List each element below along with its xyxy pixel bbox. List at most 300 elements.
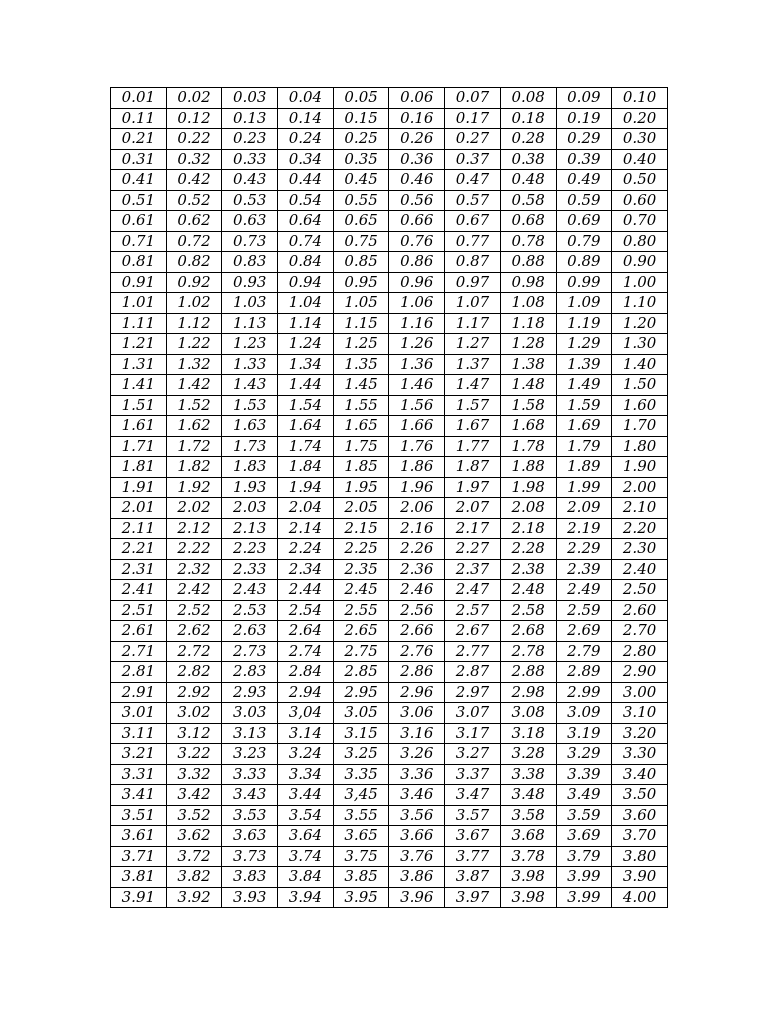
table-cell: 1.78 xyxy=(500,436,556,457)
table-cell: 3.75 xyxy=(333,846,389,867)
table-cell: 2.98 xyxy=(500,682,556,703)
table-cell: 1.93 xyxy=(222,477,278,498)
number-table-body xyxy=(111,88,668,908)
table-cell: 2.01 xyxy=(111,498,167,519)
table-cell: 0.87 xyxy=(445,252,501,273)
table-cell: 1.59 xyxy=(556,395,612,416)
table-cell: 2.10 xyxy=(612,498,668,519)
table-cell: 2.20 xyxy=(612,518,668,539)
table-row xyxy=(111,436,668,457)
table-row xyxy=(111,887,668,908)
table-cell: 2.96 xyxy=(389,682,445,703)
table-cell: 0.60 xyxy=(612,190,668,211)
table-cell: 1.99 xyxy=(556,477,612,498)
table-cell: 0.93 xyxy=(222,272,278,293)
table-row xyxy=(111,539,668,560)
table-cell: 1.30 xyxy=(612,334,668,355)
table-cell: 0.35 xyxy=(333,149,389,170)
table-cell: 0.28 xyxy=(500,129,556,150)
table-cell: 0.40 xyxy=(612,149,668,170)
table-cell: 0.14 xyxy=(278,108,334,129)
table-cell: 0.73 xyxy=(222,231,278,252)
table-cell: 1.81 xyxy=(111,457,167,478)
table-row xyxy=(111,559,668,580)
table-cell: 1.76 xyxy=(389,436,445,457)
table-cell: 0.25 xyxy=(333,129,389,150)
table-cell: 2.48 xyxy=(500,580,556,601)
table-cell: 3.25 xyxy=(333,744,389,765)
table-cell: 3.15 xyxy=(333,723,389,744)
table-cell: 1.65 xyxy=(333,416,389,437)
table-cell: 3.28 xyxy=(500,744,556,765)
table-cell: 3.26 xyxy=(389,744,445,765)
table-cell: 3.14 xyxy=(278,723,334,744)
table-cell: 2.37 xyxy=(445,559,501,580)
table-cell: 0.32 xyxy=(166,149,222,170)
table-cell: 1.43 xyxy=(222,375,278,396)
table-cell: 2.47 xyxy=(445,580,501,601)
table-cell: 3.01 xyxy=(111,703,167,724)
table-cell: 2.72 xyxy=(166,641,222,662)
table-cell: 3.12 xyxy=(166,723,222,744)
table-row xyxy=(111,231,668,252)
table-cell: 1.72 xyxy=(166,436,222,457)
number-table xyxy=(110,87,668,908)
table-cell: 1.82 xyxy=(166,457,222,478)
table-cell: 0.78 xyxy=(500,231,556,252)
table-cell: 1.28 xyxy=(500,334,556,355)
table-cell: 3.24 xyxy=(278,744,334,765)
table-cell: 3.33 xyxy=(222,764,278,785)
table-cell: 3.47 xyxy=(445,785,501,806)
table-cell: 0.88 xyxy=(500,252,556,273)
table-cell: 2.63 xyxy=(222,621,278,642)
table-cell: 2.68 xyxy=(500,621,556,642)
table-cell: 1.23 xyxy=(222,334,278,355)
table-cell: 0.05 xyxy=(333,88,389,109)
table-cell: 3.59 xyxy=(556,805,612,826)
table-row xyxy=(111,108,668,129)
table-cell: 1.29 xyxy=(556,334,612,355)
table-row xyxy=(111,293,668,314)
table-cell: 2.31 xyxy=(111,559,167,580)
table-cell: 1.48 xyxy=(500,375,556,396)
table-cell: 2.33 xyxy=(222,559,278,580)
table-cell: 3.08 xyxy=(500,703,556,724)
table-cell: 0.61 xyxy=(111,211,167,232)
table-cell: 3.76 xyxy=(389,846,445,867)
table-cell: 3.58 xyxy=(500,805,556,826)
table-cell: 0.98 xyxy=(500,272,556,293)
table-cell: 1.27 xyxy=(445,334,501,355)
table-cell: 0.54 xyxy=(278,190,334,211)
table-cell: 1.79 xyxy=(556,436,612,457)
table-cell: 3.11 xyxy=(111,723,167,744)
table-cell: 0.82 xyxy=(166,252,222,273)
table-cell: 0.39 xyxy=(556,149,612,170)
table-cell: 3.77 xyxy=(445,846,501,867)
table-cell: 1.83 xyxy=(222,457,278,478)
table-cell: 1.95 xyxy=(333,477,389,498)
table-row xyxy=(111,375,668,396)
table-cell: 1.50 xyxy=(612,375,668,396)
table-cell: 0.47 xyxy=(445,170,501,191)
table-cell: 1.44 xyxy=(278,375,334,396)
table-cell: 3.81 xyxy=(111,867,167,888)
table-row xyxy=(111,272,668,293)
table-cell: 0.67 xyxy=(445,211,501,232)
table-cell: 0.68 xyxy=(500,211,556,232)
table-cell: 0.58 xyxy=(500,190,556,211)
table-cell: 1.51 xyxy=(111,395,167,416)
table-cell: 2.87 xyxy=(445,662,501,683)
table-cell: 1.13 xyxy=(222,313,278,334)
table-cell: 1.53 xyxy=(222,395,278,416)
table-cell: 3.85 xyxy=(333,867,389,888)
table-row xyxy=(111,477,668,498)
table-row xyxy=(111,846,668,867)
table-cell: 2.42 xyxy=(166,580,222,601)
table-cell: 3.23 xyxy=(222,744,278,765)
table-cell: 2.04 xyxy=(278,498,334,519)
table-cell: 3.86 xyxy=(389,867,445,888)
table-cell: 0.57 xyxy=(445,190,501,211)
table-cell: 2.32 xyxy=(166,559,222,580)
table-cell: 0.65 xyxy=(333,211,389,232)
table-cell: 3.68 xyxy=(500,826,556,847)
table-cell: 0.36 xyxy=(389,149,445,170)
table-cell: 1.97 xyxy=(445,477,501,498)
table-cell: 1.08 xyxy=(500,293,556,314)
table-cell: 0.66 xyxy=(389,211,445,232)
table-cell: 3.48 xyxy=(500,785,556,806)
table-cell: 2.62 xyxy=(166,621,222,642)
table-row xyxy=(111,88,668,109)
table-cell: 0.53 xyxy=(222,190,278,211)
table-cell: 0.49 xyxy=(556,170,612,191)
table-row xyxy=(111,313,668,334)
table-cell: 2.79 xyxy=(556,641,612,662)
table-cell: 1.34 xyxy=(278,354,334,375)
table-cell: 2.94 xyxy=(278,682,334,703)
table-row xyxy=(111,334,668,355)
table-cell: 3.62 xyxy=(166,826,222,847)
table-cell: 2.59 xyxy=(556,600,612,621)
table-row xyxy=(111,867,668,888)
table-cell: 3,04 xyxy=(278,703,334,724)
table-cell: 2.85 xyxy=(333,662,389,683)
table-row xyxy=(111,580,668,601)
table-cell: 2.90 xyxy=(612,662,668,683)
table-row xyxy=(111,354,668,375)
table-cell: 0.34 xyxy=(278,149,334,170)
table-cell: 1.62 xyxy=(166,416,222,437)
table-cell: 1.21 xyxy=(111,334,167,355)
table-cell: 3.64 xyxy=(278,826,334,847)
table-cell: 2.50 xyxy=(612,580,668,601)
table-cell: 1.41 xyxy=(111,375,167,396)
table-cell: 0.69 xyxy=(556,211,612,232)
table-cell: 3.41 xyxy=(111,785,167,806)
table-cell: 1.77 xyxy=(445,436,501,457)
table-row xyxy=(111,641,668,662)
table-cell: 2.27 xyxy=(445,539,501,560)
table-cell: 0.30 xyxy=(612,129,668,150)
table-cell: 1.84 xyxy=(278,457,334,478)
table-cell: 2.23 xyxy=(222,539,278,560)
table-cell: 0.21 xyxy=(111,129,167,150)
table-cell: 0.56 xyxy=(389,190,445,211)
table-cell: 1.15 xyxy=(333,313,389,334)
table-row xyxy=(111,252,668,273)
table-cell: 0.24 xyxy=(278,129,334,150)
table-cell: 0.45 xyxy=(333,170,389,191)
table-cell: 1.88 xyxy=(500,457,556,478)
table-cell: 0.63 xyxy=(222,211,278,232)
table-cell: 1.49 xyxy=(556,375,612,396)
table-cell: 0.51 xyxy=(111,190,167,211)
table-row xyxy=(111,682,668,703)
table-cell: 1.75 xyxy=(333,436,389,457)
table-cell: 3.90 xyxy=(612,867,668,888)
table-cell: 2.74 xyxy=(278,641,334,662)
table-cell: 1.09 xyxy=(556,293,612,314)
table-cell: 3.95 xyxy=(333,887,389,908)
table-cell: 1.63 xyxy=(222,416,278,437)
table-cell: 3.94 xyxy=(278,887,334,908)
table-cell: 0.75 xyxy=(333,231,389,252)
table-cell: 0.37 xyxy=(445,149,501,170)
table-cell: 0.90 xyxy=(612,252,668,273)
table-cell: 1.52 xyxy=(166,395,222,416)
table-cell: 0.83 xyxy=(222,252,278,273)
table-cell: 2.44 xyxy=(278,580,334,601)
table-cell: 1.94 xyxy=(278,477,334,498)
table-cell: 3.37 xyxy=(445,764,501,785)
table-cell: 0.84 xyxy=(278,252,334,273)
table-cell: 1.90 xyxy=(612,457,668,478)
table-cell: 2.66 xyxy=(389,621,445,642)
table-cell: 0.70 xyxy=(612,211,668,232)
table-cell: 2.91 xyxy=(111,682,167,703)
table-cell: 2.46 xyxy=(389,580,445,601)
table-cell: 0.38 xyxy=(500,149,556,170)
table-cell: 1.64 xyxy=(278,416,334,437)
table-cell: 0.89 xyxy=(556,252,612,273)
table-cell: 3.27 xyxy=(445,744,501,765)
table-cell: 3.69 xyxy=(556,826,612,847)
table-cell: 0.08 xyxy=(500,88,556,109)
table-cell: 1.19 xyxy=(556,313,612,334)
table-cell: 3.09 xyxy=(556,703,612,724)
table-cell: 1.85 xyxy=(333,457,389,478)
table-cell: 2.77 xyxy=(445,641,501,662)
table-cell: 1.47 xyxy=(445,375,501,396)
table-row xyxy=(111,416,668,437)
table-row xyxy=(111,744,668,765)
table-cell: 1.67 xyxy=(445,416,501,437)
table-cell: 3.30 xyxy=(612,744,668,765)
table-cell: 1.55 xyxy=(333,395,389,416)
table-cell: 2.24 xyxy=(278,539,334,560)
table-cell: 2.21 xyxy=(111,539,167,560)
table-cell: 2.83 xyxy=(222,662,278,683)
table-cell: 2.12 xyxy=(166,518,222,539)
table-cell: 2.92 xyxy=(166,682,222,703)
table-cell: 0.85 xyxy=(333,252,389,273)
table-cell: 0.44 xyxy=(278,170,334,191)
table-cell: 2.41 xyxy=(111,580,167,601)
table-cell: 0.95 xyxy=(333,272,389,293)
table-cell: 0.64 xyxy=(278,211,334,232)
table-cell: 3.46 xyxy=(389,785,445,806)
table-cell: 0.07 xyxy=(445,88,501,109)
table-cell: 1.35 xyxy=(333,354,389,375)
table-cell: 3.18 xyxy=(500,723,556,744)
table-cell: 1.07 xyxy=(445,293,501,314)
table-cell: 0.48 xyxy=(500,170,556,191)
table-cell: 1.42 xyxy=(166,375,222,396)
table-cell: 2.70 xyxy=(612,621,668,642)
table-cell: 3.73 xyxy=(222,846,278,867)
table-cell: 2.39 xyxy=(556,559,612,580)
table-cell: 3.31 xyxy=(111,764,167,785)
table-cell: 2.22 xyxy=(166,539,222,560)
table-cell: 0.20 xyxy=(612,108,668,129)
table-cell: 2.34 xyxy=(278,559,334,580)
table-cell: 1.24 xyxy=(278,334,334,355)
table-cell: 3.61 xyxy=(111,826,167,847)
table-cell: 2.55 xyxy=(333,600,389,621)
table-cell: 3.20 xyxy=(612,723,668,744)
table-cell: 1.05 xyxy=(333,293,389,314)
table-cell: 0.97 xyxy=(445,272,501,293)
table-cell: 0.96 xyxy=(389,272,445,293)
table-cell: 0.52 xyxy=(166,190,222,211)
table-cell: 0.12 xyxy=(166,108,222,129)
table-cell: 3.65 xyxy=(333,826,389,847)
table-cell: 1.92 xyxy=(166,477,222,498)
table-cell: 3.07 xyxy=(445,703,501,724)
table-cell: 2.43 xyxy=(222,580,278,601)
table-cell: 1.74 xyxy=(278,436,334,457)
table-cell: 1.87 xyxy=(445,457,501,478)
table-cell: 3.53 xyxy=(222,805,278,826)
table-cell: 0.71 xyxy=(111,231,167,252)
table-cell: 2.15 xyxy=(333,518,389,539)
table-cell: 1.91 xyxy=(111,477,167,498)
table-cell: 2.25 xyxy=(333,539,389,560)
table-cell: 2.61 xyxy=(111,621,167,642)
table-cell: 3.32 xyxy=(166,764,222,785)
table-cell: 1.58 xyxy=(500,395,556,416)
table-row xyxy=(111,170,668,191)
table-cell: 2.78 xyxy=(500,641,556,662)
table-cell: 3.40 xyxy=(612,764,668,785)
table-cell: 1.57 xyxy=(445,395,501,416)
table-cell: 1.38 xyxy=(500,354,556,375)
table-cell: 3.51 xyxy=(111,805,167,826)
table-cell: 0.19 xyxy=(556,108,612,129)
table-cell: 0.09 xyxy=(556,88,612,109)
table-cell: 2.13 xyxy=(222,518,278,539)
table-cell: 2.08 xyxy=(500,498,556,519)
table-cell: 0.91 xyxy=(111,272,167,293)
table-cell: 3.02 xyxy=(166,703,222,724)
table-cell: 0.59 xyxy=(556,190,612,211)
table-row xyxy=(111,211,668,232)
table-cell: 2.38 xyxy=(500,559,556,580)
table-cell: 2.49 xyxy=(556,580,612,601)
table-cell: 2.93 xyxy=(222,682,278,703)
table-cell: 3.56 xyxy=(389,805,445,826)
table-cell: 0.06 xyxy=(389,88,445,109)
table-cell: 3.99 xyxy=(556,887,612,908)
table-cell: 3.50 xyxy=(612,785,668,806)
table-cell: 0.11 xyxy=(111,108,167,129)
table-row xyxy=(111,826,668,847)
table-cell: 3.71 xyxy=(111,846,167,867)
table-cell: 0.02 xyxy=(166,88,222,109)
table-cell: 2.36 xyxy=(389,559,445,580)
table-cell: 3.38 xyxy=(500,764,556,785)
table-cell: 3.03 xyxy=(222,703,278,724)
table-cell: 1.18 xyxy=(500,313,556,334)
table-cell: 3.92 xyxy=(166,887,222,908)
table-cell: 2.30 xyxy=(612,539,668,560)
table-cell: 3.78 xyxy=(500,846,556,867)
table-cell: 2.57 xyxy=(445,600,501,621)
table-cell: 2.97 xyxy=(445,682,501,703)
table-cell: 3.54 xyxy=(278,805,334,826)
table-cell: 0.13 xyxy=(222,108,278,129)
table-cell: 1.01 xyxy=(111,293,167,314)
table-cell: 1.25 xyxy=(333,334,389,355)
table-cell: 2.26 xyxy=(389,539,445,560)
table-cell: 2.69 xyxy=(556,621,612,642)
table-cell: 0.31 xyxy=(111,149,167,170)
table-cell: 3.43 xyxy=(222,785,278,806)
table-cell: 3.93 xyxy=(222,887,278,908)
table-row xyxy=(111,785,668,806)
table-cell: 3.13 xyxy=(222,723,278,744)
table-cell: 2.02 xyxy=(166,498,222,519)
table-cell: 0.74 xyxy=(278,231,334,252)
table-cell: 3.44 xyxy=(278,785,334,806)
table-cell: 2.58 xyxy=(500,600,556,621)
table-cell: 0.79 xyxy=(556,231,612,252)
table-cell: 0.77 xyxy=(445,231,501,252)
table-cell: 3.06 xyxy=(389,703,445,724)
table-cell: 3.96 xyxy=(389,887,445,908)
table-row xyxy=(111,764,668,785)
table-cell: 2.18 xyxy=(500,518,556,539)
table-cell: 1.32 xyxy=(166,354,222,375)
table-cell: 2.29 xyxy=(556,539,612,560)
table-row xyxy=(111,457,668,478)
table-cell: 3.63 xyxy=(222,826,278,847)
table-cell: 3.21 xyxy=(111,744,167,765)
table-cell: 0.23 xyxy=(222,129,278,150)
table-cell: 3.82 xyxy=(166,867,222,888)
table-cell: 2.88 xyxy=(500,662,556,683)
table-cell: 2.05 xyxy=(333,498,389,519)
table-cell: 2.71 xyxy=(111,641,167,662)
table-cell: 3.72 xyxy=(166,846,222,867)
table-cell: 1.45 xyxy=(333,375,389,396)
table-cell: 1.37 xyxy=(445,354,501,375)
table-cell: 1.54 xyxy=(278,395,334,416)
